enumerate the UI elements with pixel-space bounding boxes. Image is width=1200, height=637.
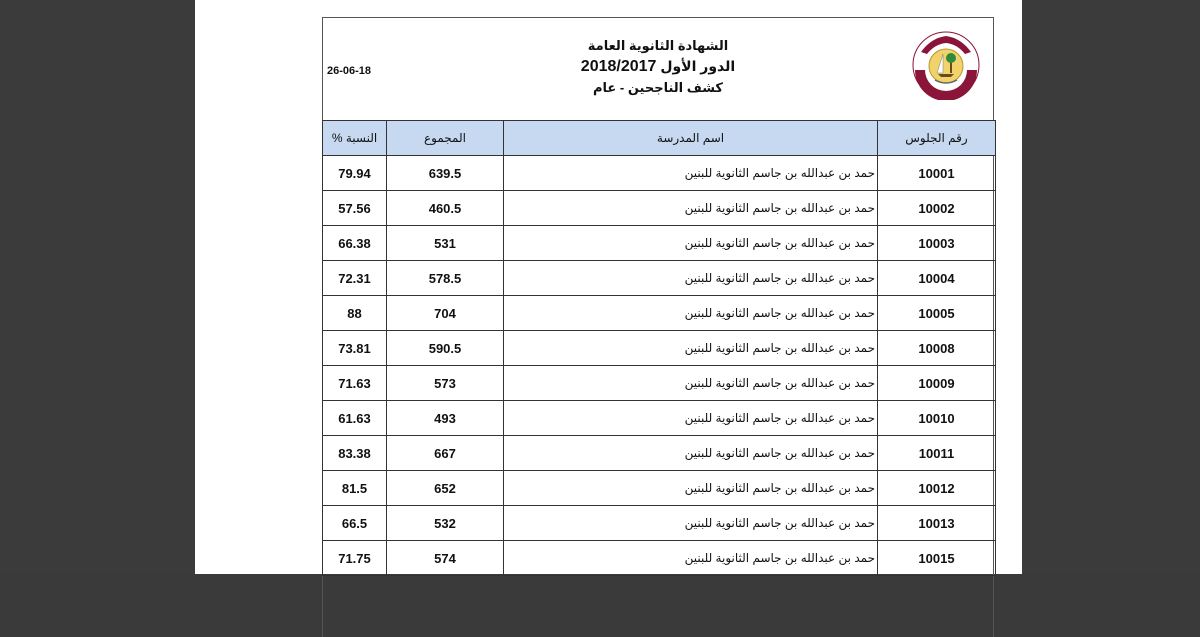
seat-number-cell: 10005 xyxy=(878,296,996,331)
column-header-seat-number: رقم الجلوس xyxy=(878,121,996,156)
school-name-cell: حمد بن عبدالله بن جاسم الثانوية للبنين xyxy=(504,436,878,471)
table-row xyxy=(323,366,996,401)
report-date: 26-06-18 xyxy=(327,65,372,77)
ministry-emblem-icon xyxy=(911,30,981,100)
report-header xyxy=(323,18,993,120)
report-title: الشهادة الثانوية العامة xyxy=(587,38,729,53)
percentage-cell: 72.31 xyxy=(323,261,387,296)
school-name-cell: حمد بن عبدالله بن جاسم الثانوية للبنين xyxy=(504,331,878,366)
report-frame xyxy=(322,17,994,637)
table-row xyxy=(323,506,996,541)
seat-number-cell: 10013 xyxy=(878,506,996,541)
report-session xyxy=(323,55,993,78)
percentage-cell: 83.38 xyxy=(323,436,387,471)
total-cell: 704 xyxy=(387,296,504,331)
table-row xyxy=(323,296,996,331)
seat-number-cell: 10003 xyxy=(878,226,996,261)
total-cell: 590.5 xyxy=(387,331,504,366)
total-cell: 652 xyxy=(387,471,504,506)
seat-number-cell: 10008 xyxy=(878,331,996,366)
school-name-cell: حمد بن عبدالله بن جاسم الثانوية للبنين xyxy=(504,191,878,226)
percentage-cell: 73.81 xyxy=(323,331,387,366)
total-cell: 574 xyxy=(387,541,504,576)
seat-number-cell: 10011 xyxy=(878,436,996,471)
viewer-background-left xyxy=(0,0,195,574)
table-row xyxy=(323,226,996,261)
viewer-background-right xyxy=(1022,0,1200,574)
seat-number-cell: 10004 xyxy=(878,261,996,296)
table-row xyxy=(323,261,996,296)
table-row xyxy=(323,541,996,576)
total-cell: 578.5 xyxy=(387,261,504,296)
table-row xyxy=(323,401,996,436)
percentage-cell: 88 xyxy=(323,296,387,331)
report-titles xyxy=(323,36,993,97)
table-row xyxy=(323,436,996,471)
school-name-cell: حمد بن عبدالله بن جاسم الثانوية للبنين xyxy=(504,506,878,541)
results-table xyxy=(322,120,996,576)
total-cell: 532 xyxy=(387,506,504,541)
percentage-cell: 71.75 xyxy=(323,541,387,576)
total-cell: 493 xyxy=(387,401,504,436)
percentage-cell: 71.63 xyxy=(323,366,387,401)
column-header-total: المجموع xyxy=(387,121,504,156)
table-row xyxy=(323,331,996,366)
total-cell: 667 xyxy=(387,436,504,471)
table-row xyxy=(323,471,996,506)
school-name-cell: حمد بن عبدالله بن جاسم الثانوية للبنين xyxy=(504,541,878,576)
academic-year: 2018/2017 xyxy=(580,58,657,75)
column-header-school-name: اسم المدرسة xyxy=(504,121,878,156)
percentage-cell: 61.63 xyxy=(323,401,387,436)
seat-number-cell: 10010 xyxy=(878,401,996,436)
total-cell: 460.5 xyxy=(387,191,504,226)
seat-number-cell: 10009 xyxy=(878,366,996,401)
school-name-cell: حمد بن عبدالله بن جاسم الثانوية للبنين xyxy=(504,156,878,191)
table-header-row xyxy=(323,121,996,156)
total-cell: 639.5 xyxy=(387,156,504,191)
column-header-percentage: النسبة % xyxy=(323,121,387,156)
seat-number-cell: 10012 xyxy=(878,471,996,506)
report-subtitle: كشف الناجحين - عام xyxy=(593,80,723,95)
table-row xyxy=(323,156,996,191)
seat-number-cell: 10001 xyxy=(878,156,996,191)
total-cell: 531 xyxy=(387,226,504,261)
percentage-cell: 57.56 xyxy=(323,191,387,226)
percentage-cell: 81.5 xyxy=(323,471,387,506)
document-page xyxy=(195,0,1022,574)
school-name-cell: حمد بن عبدالله بن جاسم الثانوية للبنين xyxy=(504,296,878,331)
percentage-cell: 66.5 xyxy=(323,506,387,541)
school-name-cell: حمد بن عبدالله بن جاسم الثانوية للبنين xyxy=(504,261,878,296)
seat-number-cell: 10015 xyxy=(878,541,996,576)
school-name-cell: حمد بن عبدالله بن جاسم الثانوية للبنين xyxy=(504,471,878,506)
school-name-cell: حمد بن عبدالله بن جاسم الثانوية للبنين xyxy=(504,226,878,261)
percentage-cell: 66.38 xyxy=(323,226,387,261)
school-name-cell: حمد بن عبدالله بن جاسم الثانوية للبنين xyxy=(504,401,878,436)
percentage-cell: 79.94 xyxy=(323,156,387,191)
table-row xyxy=(323,191,996,226)
total-cell: 573 xyxy=(387,366,504,401)
seat-number-cell: 10002 xyxy=(878,191,996,226)
session-label: الدور الأول xyxy=(656,58,736,74)
school-name-cell: حمد بن عبدالله بن جاسم الثانوية للبنين xyxy=(504,366,878,401)
